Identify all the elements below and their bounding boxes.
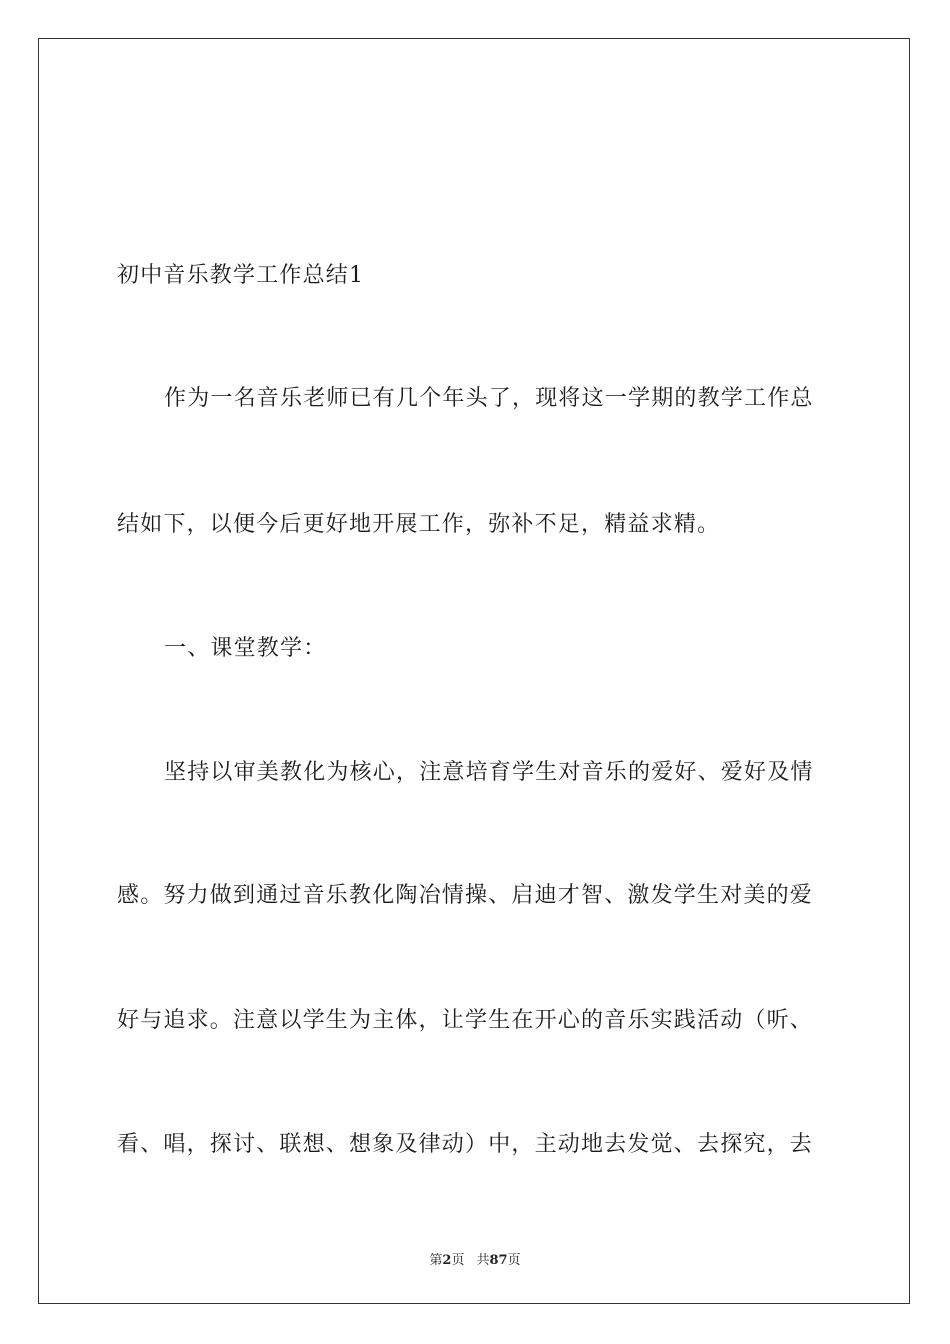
document-title: 初中音乐教学工作总结1 (117, 263, 365, 288)
page-current: 2 (442, 1253, 452, 1268)
total-prefix: 共 (476, 1253, 490, 1268)
page-footer (0, 1249, 950, 1268)
page-total: 87 (489, 1253, 508, 1268)
page-suffix: 页 (451, 1253, 465, 1268)
page-border (38, 38, 910, 1304)
paragraph-line-2: 结如下，以便今后更好地开展工作，弥补不足，精益求精。 (117, 512, 721, 537)
paragraph-line-1: 作为一名音乐老师已有几个年头了，现将这一学期的教学工作总 (164, 386, 814, 411)
paragraph-line-6: 看、唱，探讨、联想、想象及律动）中，主动地去发觉、去探究，去 (117, 1132, 814, 1157)
total-suffix: 页 (507, 1253, 521, 1268)
section-heading: 一、课堂教学： (164, 636, 327, 661)
paragraph-line-5: 好与追求。注意以学生为主体，让学生在开心的音乐实践活动（听、 (117, 1008, 814, 1033)
page-prefix: 第 (429, 1253, 443, 1268)
paragraph-line-3: 坚持以审美教化为核心，注意培育学生对音乐的爱好、爱好及情 (164, 760, 814, 785)
paragraph-line-4: 感。努力做到通过音乐教化陶冶情操、启迪才智、激发学生对美的爱 (117, 883, 814, 908)
